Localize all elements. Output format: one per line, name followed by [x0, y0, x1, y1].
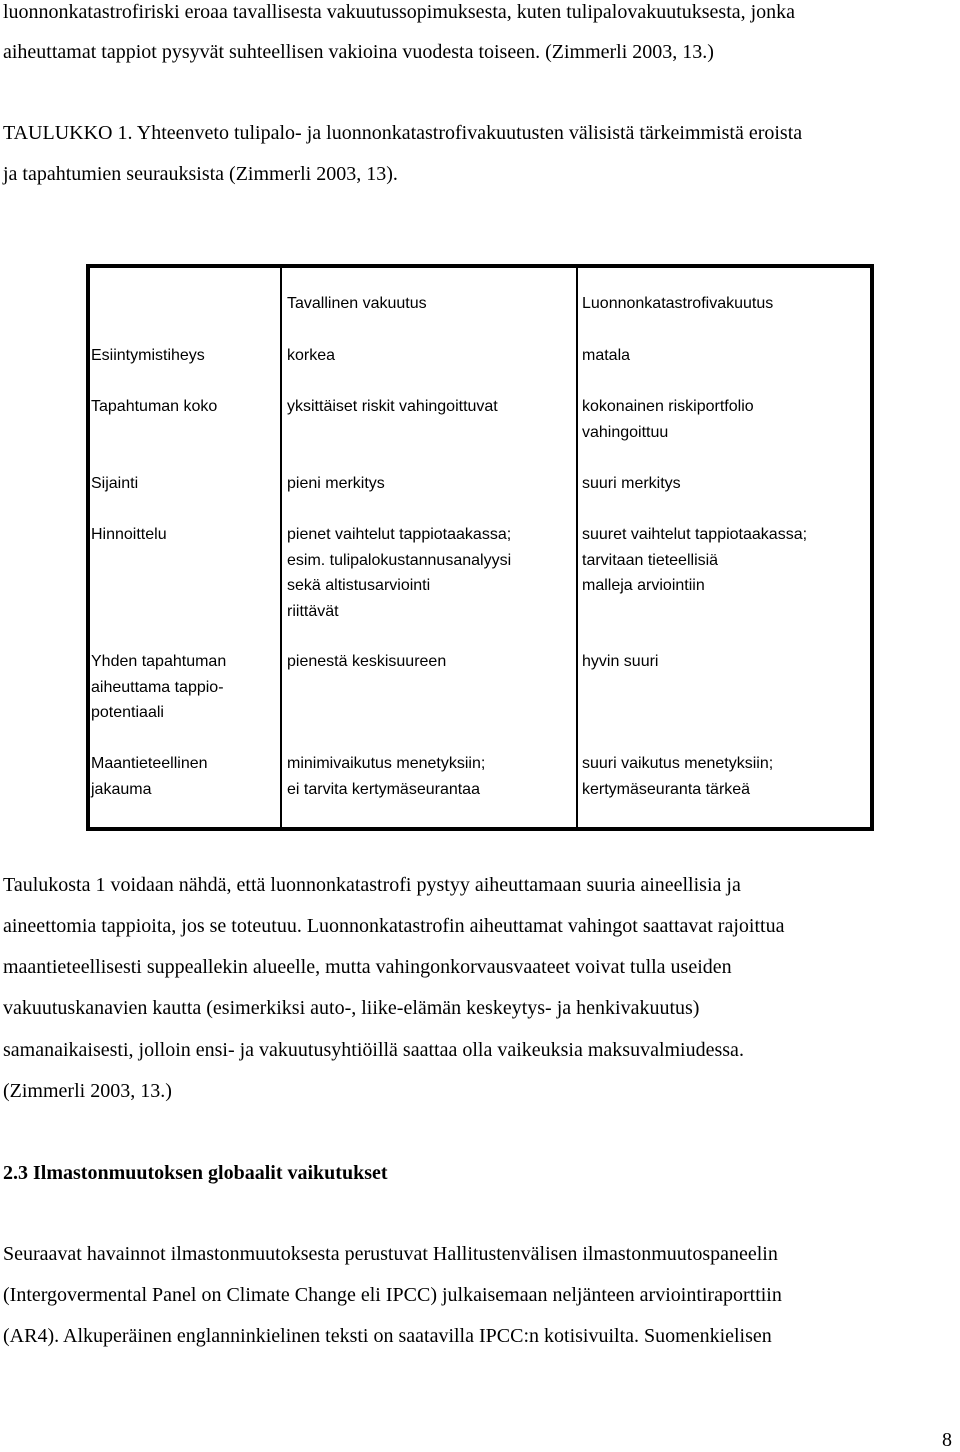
table-cell-catastrophe: suuri vaikutus menetyksiin; kertymäseuranta tärkeä	[582, 755, 774, 798]
paragraph-1-line-1: Taulukosta 1 voidaan nähdä, että luonnonkatastrofi pystyy aiheuttamaan suuria aineellisia ja	[3, 874, 741, 896]
section-heading: 2.3 Ilmastonmuutoksen globaalit vaikutukset	[3, 1162, 388, 1184]
table-row-label: Sijainti	[91, 475, 139, 492]
table-row-label: Hinnoittelu	[91, 526, 167, 543]
paragraph-2-line-2: (Intergovermental Panel on Climate Change eli IPCC) julkaisemaan neljänteen arviointiraporttiin	[3, 1284, 782, 1306]
intro-line-1: luonnonkatastrofiriski eroaa tavallisesta vakuutussopimuksesta, kuten tulipalovakuutuksesta, jonka	[3, 1, 796, 23]
table-cell-regular: minimivaikutus menetyksiin; ei tarvita kertymäseurantaa	[287, 755, 486, 798]
table-row-label: Maantieteellinen jakauma	[91, 755, 208, 798]
table-row-label: Tapahtuman koko	[91, 398, 218, 415]
table-cell-catastrophe: suuret vaihtelut tappiotaakassa; tarvitaan tieteellisiä malleja arviointiin	[582, 526, 808, 594]
table-cell-catastrophe: hyvin suuri	[582, 653, 659, 670]
table-header-catastrophe: Luonnonkatastrofivakuutus	[582, 295, 774, 312]
paragraph-1-line-6: (Zimmerli 2003, 13.)	[3, 1080, 172, 1102]
table-cell-regular: pienestä keskisuureen	[287, 653, 447, 670]
paragraph-1-line-2: aineettomia tappioita, jos se toteutuu. Luonnonkatastrofin aiheuttamat vahingot saattavat rajoittua	[3, 915, 785, 937]
paragraph-2-line-1: Seuraavat havainnot ilmastonmuutoksesta perustuvat Hallitustenvälisen ilmastonmuutospaneelin	[3, 1243, 778, 1265]
intro-line-2: aiheuttamat tappiot pysyvät suhteellisen vakioina vuodesta toiseen. (Zimmerli 2003, 13.)	[3, 41, 714, 63]
paragraph-1-line-5: samanaikaisesti, jolloin ensi- ja vakuutusyhtiöillä saattaa olla vaikeuksia maksuvalmiudessa.	[3, 1039, 744, 1061]
table-caption-line-1: TAULUKKO 1. Yhteenveto tulipalo- ja luonnonkatastrofivakuutusten välisistä tärkeimmistä eroista	[3, 122, 803, 144]
paragraph-2-line-3: (AR4). Alkuperäinen englanninkielinen teksti on saatavilla IPCC:n kotisivuilta. Suomenkielisen	[3, 1325, 772, 1347]
table-column-divider	[576, 268, 578, 827]
table-row-label: Yhden tapahtuman aiheuttama tappio- potentiaali	[91, 653, 227, 721]
paragraph-1-line-3: maantieteellisesti suppeallekin alueelle, mutta vahingonkorvausvaateet voivat tulla useiden	[3, 956, 732, 978]
table-cell-catastrophe: kokonainen riskiportfolio vahingoittuu	[582, 398, 754, 441]
table-row-label: Esiintymistiheys	[91, 347, 205, 364]
table-caption-line-2: ja tapahtumien seurauksista (Zimmerli 2003, 13).	[3, 163, 398, 185]
page-number: 8	[942, 1429, 952, 1451]
table-cell-catastrophe: suuri merkitys	[582, 475, 681, 492]
table-cell-regular: pienet vaihtelut tappiotaakassa; esim. tulipalokustannusanalyysi sekä altistusarviointi riittävät	[287, 526, 512, 620]
table-cell-regular: korkea	[287, 347, 336, 364]
paragraph-1-line-4: vakuutuskanavien kautta (esimerkiksi auto-, liike-elämän keskeytys- ja henkivakuutus)	[3, 997, 700, 1019]
table-column-divider	[280, 268, 282, 827]
table-cell-regular: yksittäiset riskit vahingoittuvat	[287, 398, 498, 415]
table-header-regular: Tavallinen vakuutus	[287, 295, 427, 312]
table-cell-regular: pieni merkitys	[287, 475, 385, 492]
table-cell-catastrophe: matala	[582, 347, 631, 364]
